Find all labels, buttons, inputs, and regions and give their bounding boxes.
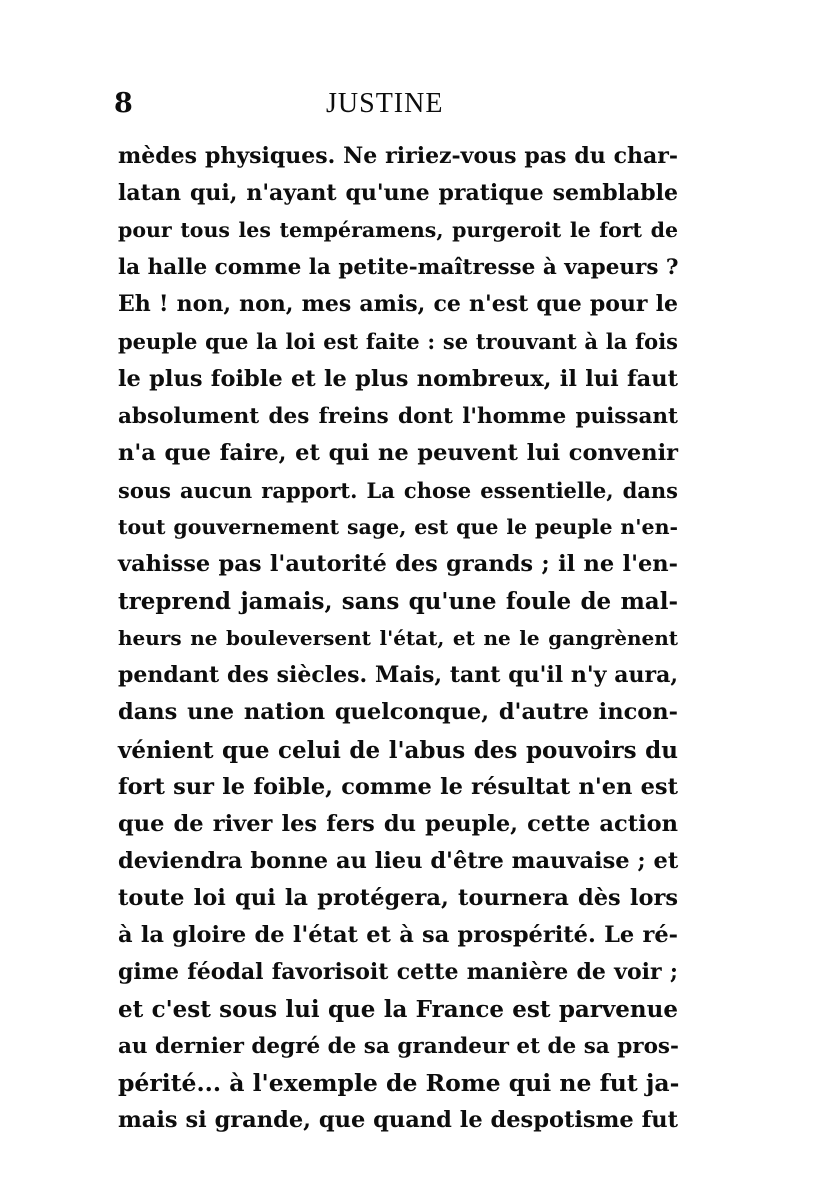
- text-line: vénient que celui de l'abus des pouvoirs du: [118, 736, 678, 764]
- text-line: la halle comme la petite-maîtresse à vapeurs ?: [118, 255, 679, 281]
- text-line: fort sur le foible, comme le résultat n'en est: [118, 773, 678, 800]
- text-line: sous aucun rapport. La chose essentielle, dans: [118, 477, 678, 503]
- page-header: [114, 84, 684, 124]
- text-line: treprend jamais, sans qu'une foule de mal-: [118, 588, 678, 616]
- body-text: [118, 138, 678, 1140]
- text-line: et c'est sous lui que la France est parvenue: [118, 996, 678, 1024]
- text-line: pendant des siècles. Mais, tant qu'il n'y aura,: [118, 662, 678, 689]
- text-line: à la gloire de l'état et à sa prospérité. Le ré-: [118, 921, 678, 948]
- text-line: mais si grande, que quand le despotisme fut: [118, 1107, 678, 1134]
- text-line: le plus foible et le plus nombreux, il lui faut: [118, 365, 678, 392]
- text-line: gime féodal favorisoit cette manière de voir ;: [118, 959, 678, 986]
- text-line: heurs ne bouleversent l'état, et ne le gangrènent: [118, 626, 678, 651]
- text-line: Eh ! non, non, mes amis, ce n'est que pour le: [118, 291, 678, 318]
- text-line: n'a que faire, et qui ne peuvent lui convenir: [118, 439, 678, 466]
- running-title: JUSTINE: [326, 88, 444, 119]
- text-line: périté... à l'exemple de Rome qui ne fut ja-: [118, 1069, 680, 1098]
- text-line: deviendra bonne au lieu d'être mauvaise ; et: [118, 847, 679, 874]
- text-line: pour tous les tempéramens, purgeroit le fort de: [118, 218, 678, 243]
- text-line: absolument des freins dont l'homme puissant: [118, 403, 678, 429]
- text-line: dans une nation quelconque, d'autre incon-: [118, 699, 678, 726]
- text-line: toute loi qui la protégera, tournera dès lors: [118, 884, 678, 911]
- text-line: tout gouvernement sage, est que le peuple n'en-: [118, 514, 678, 539]
- text-line: au dernier degré de sa grandeur et de sa pros-: [118, 1034, 679, 1060]
- text-line: mèdes physiques. Ne ririez-vous pas du char-: [118, 143, 678, 169]
- text-line: latan qui, n'ayant qu'une pratique semblable: [118, 180, 678, 207]
- text-line: vahisse pas l'autorité des grands ; il ne l'en-: [118, 551, 678, 578]
- text-line: que de river les fers du peuple, cette action: [118, 810, 678, 837]
- page-number: 8: [114, 88, 133, 119]
- text-line: peuple que la loi est faite : se trouvant à la fois: [118, 329, 678, 355]
